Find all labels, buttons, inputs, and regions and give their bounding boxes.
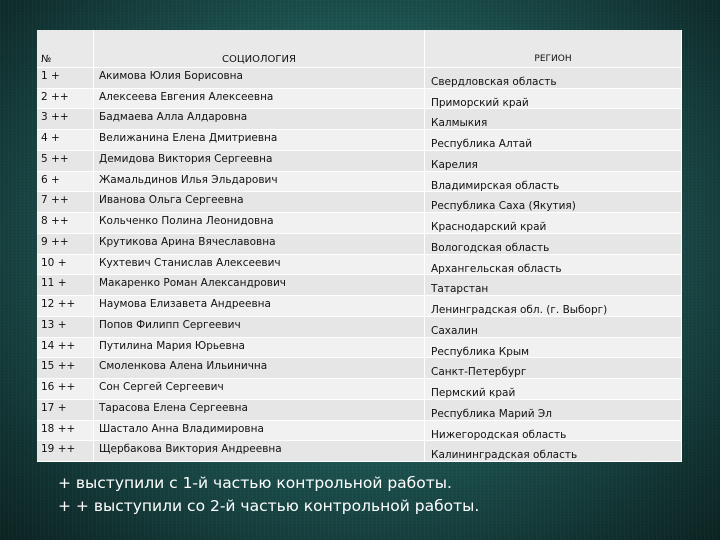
- region-cell: [425, 338, 682, 359]
- row-number-cell: [37, 130, 94, 151]
- student-name-cell-text: Демидова Виктория Сергеевна: [99, 152, 273, 165]
- region-cell-text: Краснодарский край: [431, 221, 547, 234]
- row-number-cell-text: 5 ++: [41, 152, 69, 165]
- region-cell: [425, 275, 682, 296]
- region-cell: [425, 358, 682, 379]
- student-name-cell-text: Велижанина Елена Дмитриевна: [99, 132, 278, 145]
- student-name-cell: [94, 338, 425, 359]
- legend-notes: [58, 472, 479, 518]
- region-cell-text: Татарстан: [431, 283, 489, 296]
- row-number-cell-text: 3 ++: [41, 111, 69, 124]
- student-name-cell: [94, 275, 425, 296]
- student-name-cell-text: Попов Филипп Сергеевич: [99, 318, 241, 331]
- row-number-cell-text: 10 +: [41, 256, 67, 269]
- row-number-cell: [37, 172, 94, 193]
- student-name-cell: [94, 130, 425, 151]
- student-name-cell: [94, 358, 425, 379]
- student-name-cell-text: Макаренко Роман Александрович: [99, 277, 287, 290]
- region-cell-text: Калининградская область: [431, 449, 578, 462]
- row-number-cell: [37, 109, 94, 130]
- row-number-cell-text: 13 +: [41, 318, 67, 331]
- region-cell-text: Пермский край: [431, 387, 516, 400]
- row-number-cell-text: 16 ++: [41, 381, 76, 394]
- student-name-cell-text: Наумова Елизавета Андреевна: [99, 298, 271, 311]
- region-cell: [425, 379, 682, 400]
- row-number-cell-text: 15 ++: [41, 360, 76, 373]
- row-number-cell: [37, 400, 94, 421]
- region-cell-text: Республика Саха (Якутия): [431, 200, 576, 213]
- student-name-cell-text: Акимова Юлия Борисовна: [99, 70, 243, 82]
- student-name-cell-text: Шастало Анна Владимировна: [99, 422, 264, 435]
- row-number-cell-text: 12 ++: [41, 298, 76, 311]
- student-name-cell: [94, 213, 425, 234]
- row-number-cell: [37, 317, 94, 338]
- student-name-cell-text: Иванова Ольга Сергеевна: [99, 194, 244, 207]
- row-number-cell-text: 17 +: [41, 401, 67, 414]
- student-name-cell: [94, 234, 425, 255]
- region-cell: [425, 172, 682, 193]
- student-name-cell-text: Смоленкова Алена Ильинична: [99, 360, 268, 373]
- region-cell: [425, 109, 682, 130]
- student-name-cell: [94, 89, 425, 110]
- region-cell-text: Республика Крым: [431, 345, 530, 358]
- row-number-cell: [37, 89, 94, 110]
- row-number-cell-text: 9 ++: [41, 235, 69, 248]
- row-number-cell: [37, 358, 94, 379]
- header-region: РЕГИОН: [425, 30, 682, 68]
- region-cell-text: Республика Алтай: [431, 138, 533, 151]
- student-name-cell-text: Кольченко Полина Леонидовна: [99, 215, 274, 228]
- row-number-cell: [37, 151, 94, 172]
- student-name-cell-text: Щербакова Виктория Андреевна: [99, 443, 282, 456]
- region-cell: [425, 317, 682, 338]
- row-number-cell: [37, 441, 94, 462]
- row-number-cell: [37, 275, 94, 296]
- region-cell-text: Владимирская область: [431, 179, 560, 192]
- region-cell-text: Архангельская область: [431, 262, 562, 275]
- region-cell: [425, 234, 682, 255]
- region-cell: [425, 213, 682, 234]
- legend-line-1: + выступили с 1-й частью контрольной работы.: [58, 474, 452, 492]
- student-name-cell: [94, 421, 425, 442]
- student-name-cell: [94, 379, 425, 400]
- student-name-cell: [94, 68, 425, 89]
- region-cell: [425, 441, 682, 462]
- row-number-cell-text: 2 ++: [41, 90, 69, 103]
- row-number-cell: [37, 338, 94, 359]
- row-number-cell: [37, 255, 94, 276]
- region-cell: [425, 68, 682, 89]
- region-cell-text: Калмыкия: [431, 117, 488, 130]
- student-name-cell: [94, 255, 425, 276]
- region-cell-text: Ленинградская обл. (г. Выборг): [431, 304, 608, 317]
- student-name-cell: [94, 109, 425, 130]
- row-number-cell: [37, 192, 94, 213]
- region-cell-text: Вологодская область: [431, 241, 550, 254]
- region-cell: [425, 192, 682, 213]
- region-cell-text: Приморский край: [431, 96, 529, 109]
- header-number: №: [37, 30, 94, 68]
- region-cell: [425, 296, 682, 317]
- region-cell: [425, 151, 682, 172]
- row-number-cell: [37, 296, 94, 317]
- row-number-cell: [37, 213, 94, 234]
- student-name-cell-text: Крутикова Арина Вячеславовна: [99, 235, 276, 248]
- row-number-cell-text: 14 ++: [41, 339, 76, 352]
- row-number-cell-text: 4 +: [41, 132, 60, 145]
- row-number-cell-text: 11 +: [41, 277, 67, 290]
- row-number-cell: [37, 234, 94, 255]
- row-number-cell: [37, 421, 94, 442]
- region-cell-text: Санкт-Петербург: [431, 366, 527, 379]
- region-cell-text: Республика Марий Эл: [431, 407, 552, 420]
- region-cell: [425, 400, 682, 421]
- header-sociology: СОЦИОЛОГИЯ: [94, 30, 425, 68]
- student-name-cell: [94, 151, 425, 172]
- region-cell: [425, 130, 682, 151]
- row-number-cell-text: 6 +: [41, 173, 60, 186]
- student-name-cell-text: Сон Сергей Сергеевич: [99, 381, 224, 394]
- student-name-cell-text: Тарасова Елена Сергеевна: [99, 401, 248, 414]
- region-cell: [425, 89, 682, 110]
- student-name-cell-text: Алексеева Евгения Алексеевна: [99, 90, 274, 103]
- row-number-cell-text: 19 ++: [41, 443, 76, 456]
- student-name-cell: [94, 192, 425, 213]
- student-name-cell: [94, 296, 425, 317]
- student-name-cell-text: Бадмаева Алла Алдаровна: [99, 111, 248, 124]
- region-cell: [425, 255, 682, 276]
- region-cell: [425, 421, 682, 442]
- student-name-cell-text: Путилина Мария Юрьевна: [99, 339, 245, 352]
- student-name-cell: [94, 400, 425, 421]
- row-number-cell-text: 7 ++: [41, 194, 69, 207]
- student-name-cell: [94, 317, 425, 338]
- region-cell-text: Нижегородская область: [431, 428, 567, 441]
- row-number-cell-text: 1 +: [41, 70, 60, 82]
- row-number-cell-text: 18 ++: [41, 422, 76, 435]
- student-name-cell-text: Кухтевич Станислав Алексеевич: [99, 256, 281, 269]
- row-number-cell-text: 8 ++: [41, 215, 69, 228]
- region-cell-text: Сахалин: [431, 324, 478, 337]
- student-name-cell-text: Жамальдинов Илья Эльдарович: [99, 173, 278, 186]
- student-name-cell: [94, 172, 425, 193]
- region-cell-text: Свердловская область: [431, 76, 557, 88]
- students-table: [37, 30, 682, 462]
- legend-line-2: + + выступили со 2-й частью контрольной работы.: [58, 497, 480, 515]
- student-name-cell: [94, 441, 425, 462]
- row-number-cell: [37, 379, 94, 400]
- row-number-cell: [37, 68, 94, 89]
- region-cell-text: Карелия: [431, 158, 478, 171]
